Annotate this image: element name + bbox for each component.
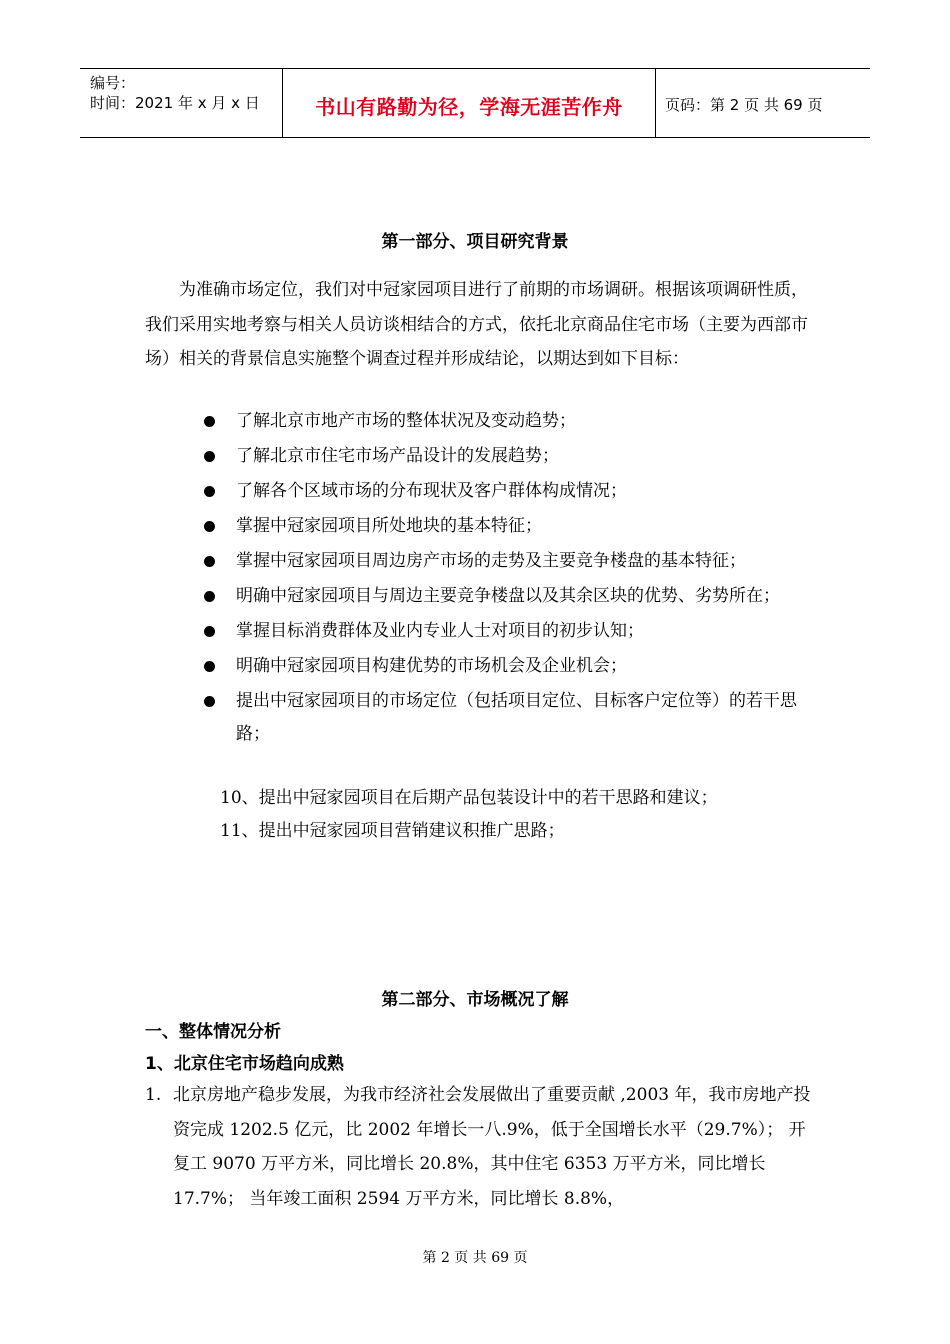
list-item: 了解北京市住宅市场产品设计的发展趋势；	[200, 440, 820, 473]
list-item: 提出中冠家园项目的市场定位（包括项目定位、目标客户定位等）的若干思路；	[200, 685, 820, 751]
header-page-cell	[655, 69, 870, 137]
list-item: 明确中冠家园项目构建优势的市场机会及企业机会；	[200, 650, 820, 683]
item-text: 北京房地产稳步发展，为我市经济社会发展做出了重要贡献 ,2003 年，我市房地产投资完成 1202.5 亿元，比 2002 年增长一八.9%，低于全国增长水平（29.7%）； 开复工 9070 万平方米，同比增长 20.8%，其中住宅 6353 万平方米，同比增长 17.7%； 当年竣工面积 2594 万平方米，同比增长 8.8%，	[173, 1085, 811, 1209]
section1-intro-paragraph	[145, 273, 811, 377]
number-label: 编号：	[90, 74, 136, 92]
section1-title: 第一部分、项目研究背景	[381, 232, 569, 252]
bullet-icon	[204, 416, 215, 427]
item-number: 1.	[145, 1085, 162, 1105]
list-item: 了解各个区域市场的分布现状及客户群体构成情况；	[200, 475, 820, 508]
numbered-item-11: 11、提出中冠家园项目营销建议积推广思路；	[220, 821, 565, 841]
goals-bullet-list	[200, 405, 820, 753]
section2-heading-2: 1、北京住宅市场趋向成熟	[145, 1054, 344, 1074]
list-item: 明确中冠家园项目与周边主要竞争楼盘以及其余区块的优势、劣势所在；	[200, 580, 820, 613]
list-item: 了解北京市地产市场的整体状况及变动趋势；	[200, 405, 820, 438]
bullet-icon	[204, 451, 215, 462]
list-item: 掌握中冠家园项目周边房产市场的走势及主要竞争楼盘的基本特征；	[200, 545, 820, 578]
header-motto-cell	[282, 69, 656, 137]
bullet-icon	[204, 591, 215, 602]
list-item: 掌握中冠家园项目所处地块的基本特征；	[200, 510, 820, 543]
bullet-icon	[204, 521, 215, 532]
document-header-table	[80, 68, 870, 138]
time-label: 时间：2021 年 x 月 x 日	[90, 94, 260, 112]
section1-intro-text: 为准确市场定位，我们对中冠家园项目进行了前期的市场调研。根据该项调研性质，我们采用实地考察与相关人员访谈相结合的方式，依托北京商品住宅市场（主要为西部市场）相关的背景信息实施整个调查过程并形成结论，以期达到如下目标：	[145, 280, 808, 369]
bullet-icon	[204, 486, 215, 497]
motto-text: 书山有路勤为径，学海无涯苦作舟	[315, 95, 623, 119]
page-info: 页码：第 2 页 共 69 页	[665, 96, 823, 114]
numbered-item-10: 10、提出中冠家园项目在后期产品包装设计中的若干思路和建议；	[220, 788, 718, 808]
page-footer: 第 2 页 共 69 页	[422, 1250, 528, 1266]
header-meta-cell	[80, 69, 282, 137]
section2-heading-1: 一、整体情况分析	[145, 1022, 281, 1042]
bullet-icon	[204, 696, 215, 707]
section2-title: 第二部分、市场概况了解	[381, 990, 569, 1010]
section2-item-paragraph	[145, 1078, 811, 1216]
bullet-icon	[204, 626, 215, 637]
list-item: 掌握目标消费群体及业内专业人士对项目的初步认知；	[200, 615, 820, 648]
bullet-icon	[204, 556, 215, 567]
bullet-icon	[204, 661, 215, 672]
